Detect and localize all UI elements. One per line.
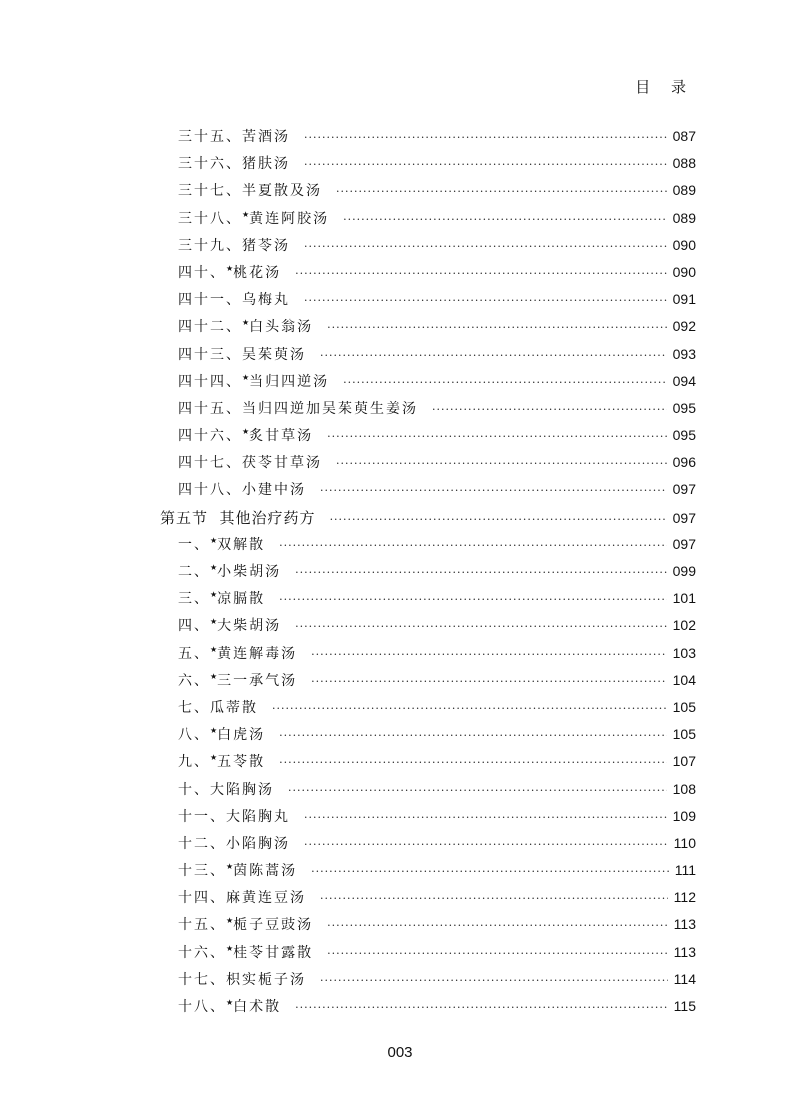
- dot-leader: [327, 919, 668, 932]
- table-of-contents: [160, 126, 696, 1023]
- dot-leader: [336, 185, 667, 198]
- entry-number: 十八、: [178, 999, 226, 1015]
- entry-title: 双解散: [217, 536, 266, 553]
- toc-entry-title: [178, 914, 313, 934]
- entry-title: 小建中汤: [242, 482, 306, 499]
- toc-entry-title: [178, 887, 306, 907]
- running-header: 目 录: [635, 78, 694, 96]
- entry-page-number: 113: [673, 916, 696, 933]
- dot-leader: [304, 158, 667, 171]
- star-icon: ★: [242, 209, 250, 219]
- entry-title: 其他治疗药方: [219, 508, 316, 527]
- toc-entry-title: [160, 507, 316, 528]
- toc-entry-title: [178, 479, 306, 499]
- entry-title: 小柴胡汤: [217, 564, 282, 580]
- dot-leader: [304, 811, 667, 824]
- star-icon: ★: [210, 671, 218, 681]
- toc-entry[interactable]: [160, 996, 696, 1023]
- entry-page-number: 111: [674, 862, 696, 879]
- entry-page-number: 105: [672, 726, 696, 743]
- star-icon: ★: [226, 263, 234, 273]
- entry-page-number: 087: [672, 128, 696, 144]
- toc-entry[interactable]: [160, 969, 696, 996]
- dot-leader: [320, 892, 668, 905]
- toc-entry-title: [178, 561, 281, 581]
- entry-number: 四十五、: [178, 400, 242, 417]
- toc-entry[interactable]: [160, 289, 696, 316]
- dot-leader: [320, 349, 667, 362]
- page-number: 003: [387, 1044, 413, 1061]
- entry-page-number: 094: [672, 372, 696, 389]
- dot-leader: [295, 566, 666, 579]
- dot-leader: [320, 974, 668, 987]
- toc-entry-title: [178, 996, 281, 1016]
- toc-entry-title: [178, 344, 306, 364]
- entry-number: 八、: [178, 727, 210, 744]
- toc-entry[interactable]: [160, 316, 696, 343]
- entry-title: 枳实栀子汤: [226, 971, 306, 988]
- entry-page-number: 108: [672, 780, 696, 797]
- entry-title: 大陷胸汤: [210, 781, 274, 798]
- entry-title: 当归四逆加吴茱萸生姜汤: [242, 400, 418, 417]
- entry-title: 黄连解毒汤: [217, 645, 298, 662]
- toc-entry[interactable]: [160, 235, 696, 262]
- toc-entry-title: [178, 425, 313, 445]
- entry-page-number: 093: [672, 345, 696, 362]
- toc-entry-title: [178, 235, 290, 255]
- entry-page-number: 090: [672, 236, 696, 253]
- entry-number: 三十六、: [178, 156, 242, 173]
- entry-page-number: 115: [673, 998, 696, 1014]
- entry-title: 大陷胸丸: [226, 808, 290, 825]
- entry-number: 第五节: [160, 508, 220, 527]
- toc-entry-title: [178, 534, 265, 554]
- entry-title: 大柴胡汤: [217, 618, 282, 635]
- entry-page-number: 097: [672, 481, 696, 498]
- toc-entry-title: [178, 643, 297, 663]
- star-icon: ★: [210, 617, 218, 627]
- entry-number: 一、: [178, 536, 210, 553]
- entry-page-number: 096: [672, 454, 696, 471]
- dot-leader: [327, 430, 666, 443]
- toc-entry[interactable]: [160, 643, 696, 670]
- star-icon: ★: [226, 916, 234, 926]
- toc-entry[interactable]: [160, 615, 696, 642]
- dot-leader: [304, 294, 667, 307]
- entry-number: 四十七、: [178, 455, 242, 472]
- toc-entry[interactable]: [160, 180, 696, 207]
- entry-page-number: 091: [672, 291, 696, 308]
- entry-title: 乌梅丸: [242, 292, 290, 309]
- toc-entry[interactable]: [160, 806, 696, 833]
- dot-leader: [336, 457, 667, 470]
- toc-entry[interactable]: [160, 371, 696, 398]
- toc-entry[interactable]: [160, 561, 696, 588]
- entry-number: 三十五、: [178, 129, 242, 145]
- toc-entry-title: [178, 452, 322, 472]
- entry-title: 黄连阿胶汤: [249, 210, 330, 227]
- toc-entry[interactable]: [160, 534, 696, 561]
- entry-title: 吴茱萸汤: [242, 346, 306, 363]
- dot-leader: [288, 784, 667, 797]
- toc-entry-title: [178, 262, 281, 282]
- toc-entry-title: [178, 588, 265, 608]
- dot-leader: [304, 240, 667, 253]
- toc-entry[interactable]: [160, 887, 696, 914]
- entry-number: 十、: [178, 781, 210, 798]
- star-icon: ★: [210, 726, 218, 736]
- entry-title: 凉膈散: [217, 591, 266, 608]
- entry-title: 苦酒汤: [242, 129, 290, 145]
- entry-number: 十七、: [178, 971, 226, 988]
- entry-number: 五、: [178, 645, 210, 662]
- dot-leader: [272, 702, 667, 715]
- toc-entry-title: [178, 779, 274, 799]
- entry-page-number: 113: [673, 943, 696, 960]
- entry-number: 四十四、: [178, 373, 242, 390]
- entry-title: 白头翁汤: [249, 319, 314, 336]
- toc-entry-title: [178, 860, 297, 880]
- entry-number: 四十二、: [178, 319, 242, 336]
- star-icon: ★: [242, 372, 250, 382]
- toc-entry-title: [178, 751, 265, 771]
- entry-page-number: 089: [672, 182, 696, 199]
- entry-title: 桃花汤: [233, 264, 282, 281]
- entry-title: 瓜蒂散: [210, 699, 258, 716]
- toc-entry[interactable]: [160, 479, 696, 506]
- entry-title: 茵陈蒿汤: [233, 863, 298, 880]
- dot-leader: [279, 539, 666, 552]
- entry-page-number: 114: [673, 970, 696, 987]
- toc-entry[interactable]: [160, 452, 696, 479]
- dot-leader: [279, 593, 666, 606]
- entry-page-number: 101: [672, 590, 696, 607]
- toc-entry-title: [178, 180, 322, 200]
- entry-page-number: 103: [672, 644, 696, 661]
- toc-entry-title: [178, 969, 306, 989]
- toc-entry-title: [178, 316, 313, 336]
- dot-leader: [279, 729, 666, 742]
- toc-entry[interactable]: [160, 588, 696, 615]
- entry-number: 四十一、: [178, 292, 242, 309]
- entry-number: 二、: [178, 564, 210, 580]
- dot-leader: [295, 1001, 668, 1014]
- toc-entry-title: [178, 153, 290, 173]
- toc-entry-title: [178, 289, 290, 309]
- dot-leader: [295, 267, 666, 280]
- entry-title: 小陷胸汤: [226, 835, 290, 852]
- toc-entry[interactable]: [160, 344, 696, 371]
- star-icon: ★: [210, 753, 218, 763]
- toc-entry-title: [178, 942, 313, 962]
- star-icon: ★: [242, 318, 250, 328]
- entry-page-number: 095: [672, 399, 696, 416]
- entry-page-number: 112: [673, 889, 696, 906]
- toc-entry[interactable]: [160, 942, 696, 969]
- star-icon: ★: [210, 644, 218, 654]
- dot-leader: [311, 648, 666, 661]
- entry-number: 四十三、: [178, 346, 242, 363]
- entry-page-number: 102: [672, 617, 696, 634]
- entry-page-number: 097: [672, 535, 696, 552]
- toc-entry-title: [178, 833, 290, 853]
- entry-number: 三十九、: [178, 237, 242, 254]
- entry-title: 三一承气汤: [217, 672, 298, 689]
- entry-number: 四、: [178, 618, 210, 635]
- entry-number: 十三、: [178, 863, 226, 880]
- toc-entry[interactable]: [160, 697, 696, 724]
- entry-title: 半夏散及汤: [242, 183, 322, 200]
- entry-title: 麻黄连豆汤: [226, 890, 306, 907]
- toc-entry-title: [178, 371, 329, 391]
- entry-page-number: 110: [673, 834, 696, 851]
- dot-leader: [330, 513, 667, 526]
- star-icon: ★: [242, 427, 250, 437]
- entry-number: 三十八、: [178, 210, 242, 227]
- dot-leader: [327, 947, 668, 960]
- entry-page-number: 099: [672, 563, 696, 579]
- dot-leader: [343, 376, 666, 389]
- entry-page-number: 097: [672, 509, 696, 526]
- entry-page-number: 092: [672, 318, 696, 335]
- dot-leader: [327, 321, 666, 334]
- toc-entry-title: [178, 126, 290, 146]
- entry-page-number: 088: [672, 155, 696, 172]
- entry-title: 五苓散: [217, 754, 266, 771]
- star-icon: ★: [226, 998, 234, 1007]
- toc-entry-title: [178, 208, 329, 228]
- entry-title: 白虎汤: [217, 727, 266, 744]
- toc-entry[interactable]: [160, 779, 696, 806]
- star-icon: ★: [210, 563, 218, 572]
- entry-title: 茯苓甘草汤: [242, 455, 322, 472]
- entry-number: 三十七、: [178, 183, 242, 200]
- entry-title: 猪肤汤: [242, 156, 290, 173]
- entry-title: 白术散: [233, 999, 282, 1015]
- toc-entry[interactable]: [160, 208, 696, 235]
- entry-number: 四十六、: [178, 428, 242, 445]
- entry-title: 桂苓甘露散: [233, 944, 314, 961]
- toc-entry[interactable]: [160, 398, 696, 425]
- toc-entry-title: [178, 697, 258, 717]
- entry-number: 九、: [178, 754, 210, 771]
- entry-number: 三、: [178, 591, 210, 608]
- entry-page-number: 090: [672, 263, 696, 280]
- star-icon: ★: [226, 862, 234, 872]
- toc-entry[interactable]: [160, 670, 696, 697]
- toc-entry-title: [178, 806, 290, 826]
- entry-title: 栀子豆豉汤: [233, 917, 314, 934]
- dot-leader: [304, 131, 667, 144]
- toc-entry[interactable]: [160, 860, 696, 887]
- toc-entry-title: [178, 724, 265, 744]
- star-icon: ★: [226, 943, 234, 953]
- entry-number: 四十八、: [178, 482, 242, 499]
- star-icon: ★: [210, 590, 218, 600]
- dot-leader: [311, 675, 666, 688]
- toc-section[interactable]: [160, 507, 696, 534]
- dot-leader: [279, 756, 666, 769]
- toc-entry-title: [178, 398, 418, 418]
- entry-page-number: 104: [672, 671, 696, 688]
- entry-number: 十一、: [178, 808, 226, 825]
- dot-leader: [295, 620, 666, 633]
- dot-leader: [304, 838, 668, 851]
- toc-entry[interactable]: [160, 724, 696, 751]
- dot-leader: [343, 213, 666, 226]
- toc-entry[interactable]: [160, 751, 696, 778]
- toc-entry[interactable]: [160, 153, 696, 180]
- dot-leader: [320, 484, 667, 497]
- entry-page-number: 107: [672, 753, 696, 770]
- entry-title: 炙甘草汤: [249, 428, 314, 445]
- entry-title: 当归四逆汤: [249, 373, 330, 390]
- toc-entry[interactable]: [160, 914, 696, 941]
- toc-entry[interactable]: [160, 425, 696, 452]
- toc-entry[interactable]: [160, 833, 696, 860]
- entry-number: 十二、: [178, 835, 226, 852]
- toc-entry[interactable]: [160, 262, 696, 289]
- entry-number: 六、: [178, 672, 210, 689]
- dot-leader: [311, 865, 669, 878]
- toc-entry-title: [178, 615, 281, 635]
- toc-entry[interactable]: [160, 126, 696, 153]
- star-icon: ★: [210, 535, 218, 545]
- entry-page-number: 109: [672, 807, 696, 824]
- entry-number: 十六、: [178, 944, 226, 961]
- entry-page-number: 089: [672, 209, 696, 226]
- entry-number: 七、: [178, 699, 210, 716]
- entry-page-number: 105: [672, 698, 696, 715]
- entry-title: 猪苓汤: [242, 237, 290, 254]
- entry-number: 十五、: [178, 917, 226, 934]
- entry-number: 十四、: [178, 890, 226, 907]
- toc-entry-title: [178, 670, 297, 690]
- dot-leader: [432, 403, 667, 416]
- entry-number: 四十、: [178, 264, 226, 281]
- entry-page-number: 095: [672, 427, 696, 444]
